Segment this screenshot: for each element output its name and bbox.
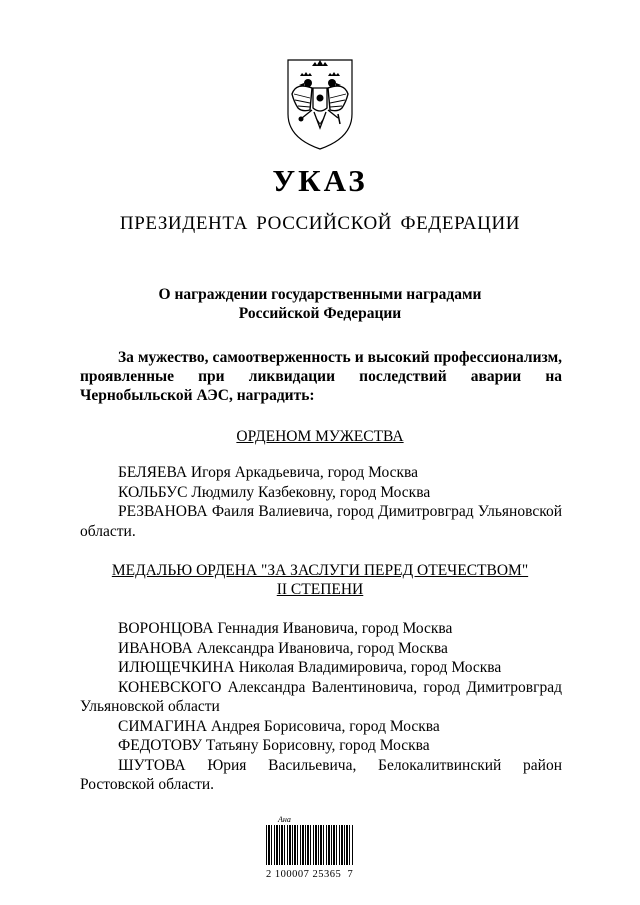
recipient-item: БЕЛЯЕВА Игоря Аркадьевича, город Москва [118, 464, 419, 481]
recipient-item: ВОРОНЦОВА Геннадия Ивановича, город Москва [118, 620, 453, 637]
recipient-item: КОЛЬБУС Людмилу Казбековну, город Москва [118, 483, 431, 501]
recipient-list-medal-merit-fatherland [80, 619, 562, 795]
section-title-line2: II СТЕПЕНИ [276, 581, 364, 598]
recipient-item: ИЛЮЩЕЧКИНА Николая Владимировича, город Москва [118, 659, 502, 676]
coat-of-arms-emblem [282, 52, 358, 152]
barcode-handwritten-mark: Ана [278, 815, 291, 824]
recipient-item: ИВАНОВА Александра Ивановича, город Москва [118, 639, 448, 657]
recipient-item: ФЕДОТОВУ Татьяну Борисовну, город Москва [118, 737, 430, 754]
section-title-line1: МЕДАЛЬЮ ОРДЕНА "ЗА ЗАСЛУГИ ПЕРЕД ОТЕЧЕСТВОМ" [111, 562, 529, 579]
recipient-item: РЕЗВАНОВА Фаиля Валиевича, город Димитровград Ульяновской области. [80, 503, 562, 540]
decree-heading [0, 285, 640, 323]
barcode-bars [266, 825, 354, 865]
decree-preamble: За мужество, самоотверженность и высокий профессионализм, проявленные при ликвидации последствий аварии на Чернобыльской АЭС, наградить: [80, 349, 562, 404]
double-headed-eagle-icon [282, 52, 358, 152]
barcode [266, 815, 378, 885]
barcode-number: 2 100007 25365 7 [266, 869, 354, 880]
recipient-item: ШУТОВА Юрия Васильевича, Белокалитвинский район Ростовской области. [80, 756, 562, 793]
decree-heading-line2: Российской Федерации [238, 305, 402, 322]
decree-subtitle: ПРЕЗИДЕНТА РОССИЙСКОЙ ФЕДЕРАЦИИ [119, 213, 521, 234]
recipient-item: СИМАГИНА Андрея Борисовича, город Москва [118, 717, 440, 735]
decree-title: УКАЗ [272, 163, 368, 198]
recipient-list-order-of-courage [80, 463, 562, 541]
section-title-line1: ОРДЕНОМ МУЖЕСТВА [236, 428, 404, 445]
section-title-medal-merit-fatherland [0, 561, 640, 599]
decree-heading-line1: О награждении государственными наградами [158, 286, 482, 303]
recipient-item: КОНЕВСКОГО Александра Валентиновича, город Димитровград Ульяновской области [80, 678, 562, 715]
section-title-order-of-courage [0, 427, 640, 446]
